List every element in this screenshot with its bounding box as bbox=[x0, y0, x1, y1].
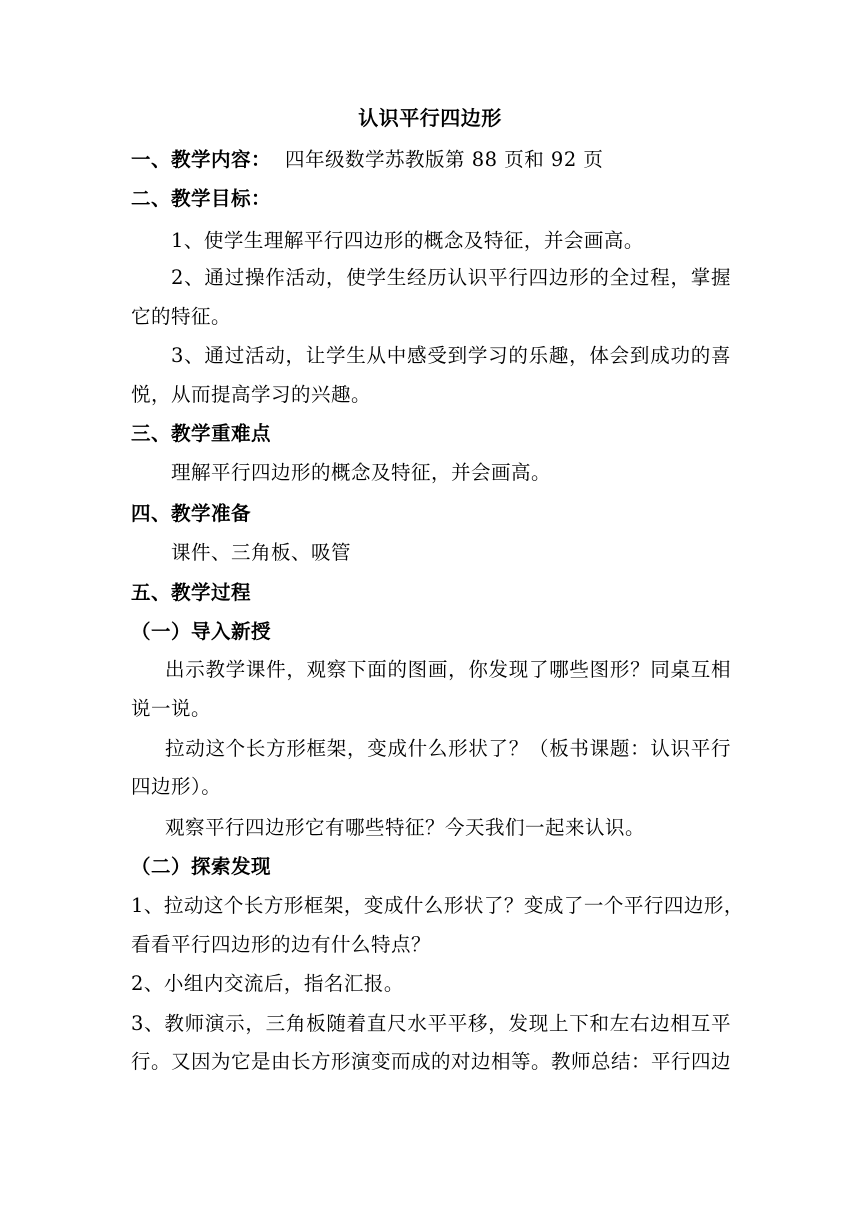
sub-1-paragraph-2-line-2: 四边形）。 bbox=[131, 775, 222, 798]
sub-2-item-3-line-1: 3、教师演示，三角板随着直尺水平平移，发现上下和左右边相互平 bbox=[131, 1012, 731, 1035]
section-5-heading: 五、教学过程 bbox=[131, 581, 252, 604]
section-1-text: 四年级数学苏教版第 88 页和 92 页 bbox=[285, 148, 604, 171]
section-4-heading: 四、教学准备 bbox=[131, 502, 252, 525]
sub-2-heading: （二）探索发现 bbox=[131, 855, 272, 878]
goal-3-line-1: 3、通过活动，让学生从中感受到学习的乐趣，体会到成功的喜 bbox=[171, 344, 731, 367]
sub-2-item-2: 2、小组内交流后，指名汇报。 bbox=[131, 972, 404, 995]
goal-2-line-2: 它的特征。 bbox=[131, 305, 232, 328]
sub-1-paragraph-3: 观察平行四边形它有哪些特征？今天我们一起来认识。 bbox=[165, 816, 646, 839]
section-3-heading: 三、教学重难点 bbox=[131, 422, 272, 445]
sub-2-item-1-line-2: 看看平行四边形的边有什么特点？ bbox=[131, 933, 432, 956]
goal-3-line-2: 悦，从而提高学习的兴趣。 bbox=[131, 383, 372, 406]
section-3-text: 理解平行四边形的概念及特征，并会画高。 bbox=[171, 461, 552, 484]
sub-1-paragraph-1-line-2: 说一说。 bbox=[131, 697, 212, 720]
sub-1-heading: （一）导入新授 bbox=[131, 620, 272, 643]
sub-1-paragraph-1-line-1: 出示教学课件，观察下面的图画，你发现了哪些图形？同桌互相 bbox=[165, 658, 731, 681]
sub-2-item-3-line-2: 行。又因为它是由长方形演变而成的对边相等。教师总结：平行四边 bbox=[131, 1050, 732, 1073]
section-1 bbox=[131, 147, 731, 173]
sub-1-paragraph-2-line-1: 拉动这个长方形框架，变成什么形状了？（板书课题：认识平行 bbox=[165, 737, 731, 760]
goal-1: 1、使学生理解平行四边形的概念及特征，并会画高。 bbox=[171, 229, 644, 252]
goal-2-line-1: 2、通过操作活动，使学生经历认识平行四边形的全过程，掌握 bbox=[171, 266, 731, 289]
document-title: 认识平行四边形 bbox=[358, 106, 502, 130]
sub-2-item-1-line-1: 1、拉动这个长方形框架，变成什么形状了？变成了一个平行四边形， bbox=[131, 894, 744, 917]
section-1-heading: 一、教学内容： bbox=[131, 148, 272, 171]
section-4-text: 课件、三角板、吸管 bbox=[171, 541, 352, 564]
section-2-heading: 二、教学目标： bbox=[131, 187, 272, 210]
